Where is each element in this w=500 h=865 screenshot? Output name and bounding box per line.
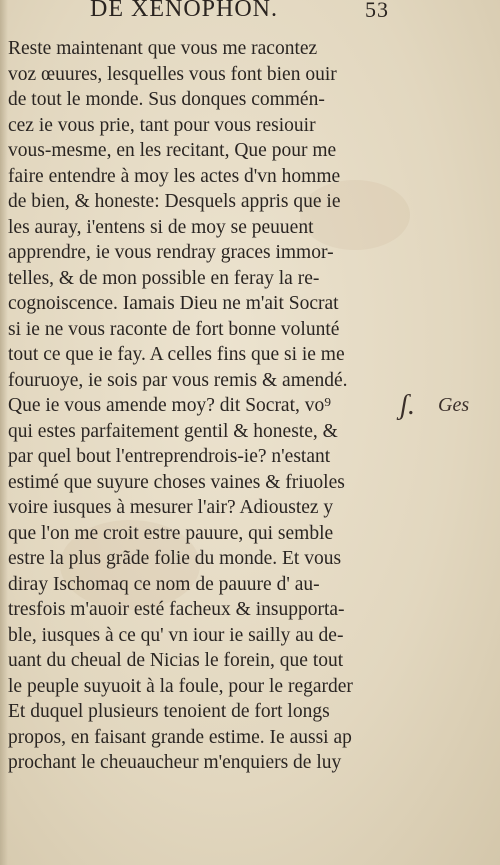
text-line: prochant le cheuaucheur m'enquiers de luy <box>8 752 342 773</box>
text-line: vous-mesme, en les recitant, Que pour me <box>8 140 337 161</box>
text-line: estimé que suyure choses vaines & friuoles <box>8 471 345 493</box>
text-line: uant du cheual de Nicias le forein, que tout <box>8 650 344 671</box>
text-line: le peuple suyuoit à la foule, pour le regarder <box>8 675 353 697</box>
running-header <box>90 0 410 26</box>
text-line: fouruoye, ie sois par vous remis & amendé. <box>8 369 348 391</box>
running-title: DE XENOPHON. <box>90 0 278 22</box>
text-line: si ie ne vous raconte de fort bonne volunté <box>8 318 340 340</box>
text-line: voz œuures, lesquelles vous font bien ouir <box>8 63 337 85</box>
handwritten-margin-note <box>400 390 500 430</box>
text-line: qui estes parfaitement gentil & honeste, & <box>8 420 338 442</box>
text-line: que l'on me croit estre pauure, qui semble <box>8 522 334 544</box>
text-line: Reste maintenant que vous me racontez <box>8 38 318 59</box>
text-line: apprendre, ie vous rendray graces immor- <box>8 242 334 263</box>
text-line: par quel bout l'entreprendrois-ie? n'estant <box>8 446 331 467</box>
text-line: telles, & de mon possible en feray la re- <box>8 267 320 289</box>
margin-mark: ʃ. <box>400 390 416 421</box>
text-line: tresfois m'auoir esté facheux & insupporta- <box>8 599 345 620</box>
page-gutter-shadow <box>0 0 8 865</box>
text-line: de bien, & honeste: Desquels appris que ie <box>8 191 341 212</box>
text-line: cez ie vous prie, tant pour vous resiouir <box>8 114 316 136</box>
text-line: diray Ischomaq ce nom de pauure d' au- <box>8 573 320 595</box>
text-line: voire iusques à mesurer l'air? Adioustez y <box>8 497 334 518</box>
text-line: les auray, i'entens si de moy se peuuent <box>8 216 314 238</box>
text-line: cognoiscence. Iamais Dieu ne m'ait Socrat <box>8 293 339 314</box>
body-text <box>8 36 398 776</box>
text-line: de tout le monde. Sus donques commén- <box>8 89 325 110</box>
text-line: Et duquel plusieurs tenoient de fort longs <box>8 701 330 722</box>
text-line: estre la plus grãde folie du monde. Et vous <box>8 548 342 569</box>
text-line: faire entendre à moy les actes d'vn homme <box>8 165 341 187</box>
text-line: ble, iusques à ce qu' vn iour ie sailly au de- <box>8 624 344 646</box>
text-line: propos, en faisant grande estime. Ie aussi ap <box>8 726 352 748</box>
margin-word: Ges <box>438 394 470 416</box>
text-line: tout ce que ie fay. A celles fins que si ie me <box>8 344 345 365</box>
page-number: 53 <box>365 0 389 22</box>
text-line: Que ie vous amende moy? dit Socrat, vo⁹ <box>8 395 332 416</box>
